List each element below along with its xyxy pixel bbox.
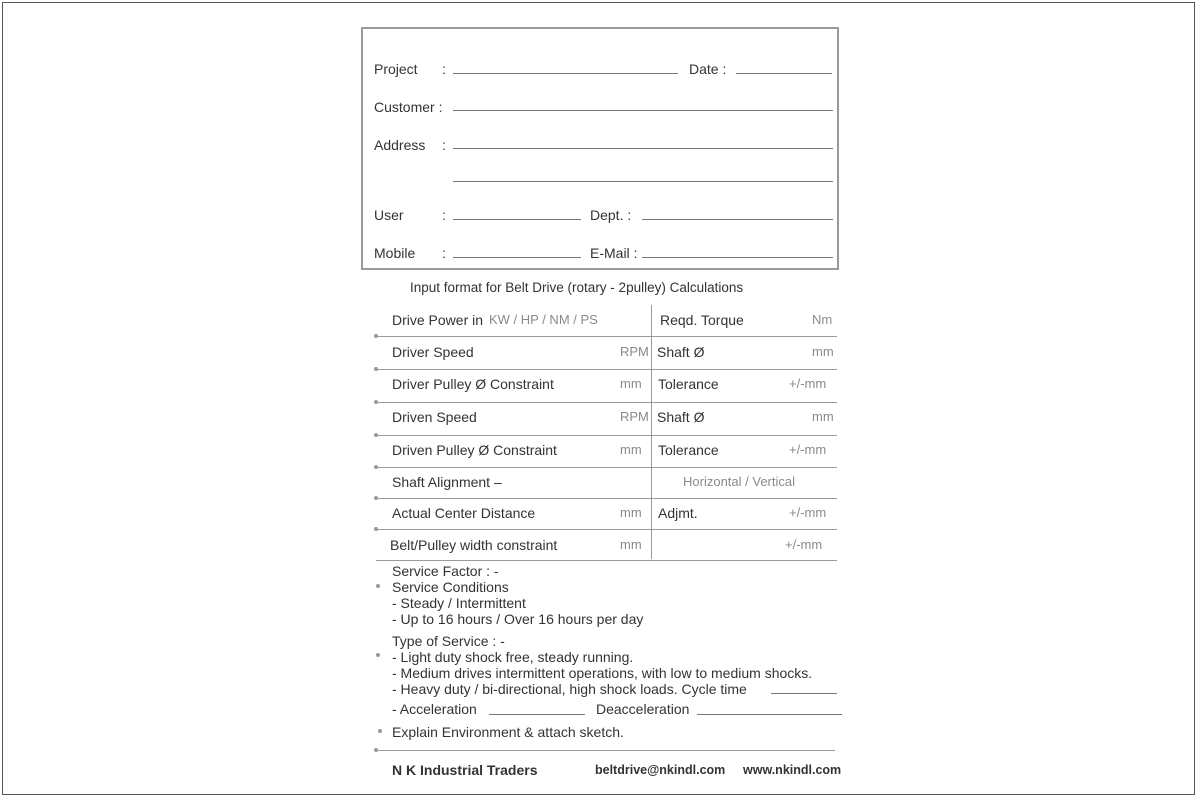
date-field[interactable] [736,73,832,74]
company-website[interactable]: www.nkindl.com [743,763,842,777]
address-field-line-2[interactable] [453,181,833,182]
list-bullet [376,653,380,657]
width-tolerance-unit: +/-mm [785,537,823,552]
service-condition-item: - Up to 16 hours / Over 16 hours per day [392,611,644,627]
reqd-torque-unit: Nm [812,312,833,327]
drive-power-units: KW / HP / NM / PS [489,312,598,327]
section-divider [376,750,835,751]
table-row-divider [376,560,837,561]
mobile-field[interactable] [453,257,581,258]
dept-field[interactable] [642,219,833,220]
table-row-divider [376,435,837,436]
row-marker [374,748,378,752]
service-conditions-heading: Service Conditions [392,579,509,595]
list-bullet [378,729,382,733]
table-row-divider [376,402,837,403]
row-marker [374,527,378,531]
table-row-divider [376,336,837,337]
driver-shaft-unit: mm [812,344,834,359]
company-email[interactable]: beltdrive@nkindl.com [595,763,726,777]
shaft-alignment-options: Horizontal / Vertical [683,474,795,489]
shaft-alignment-label: Shaft Alignment – [392,474,502,490]
customer-label: Customer : [374,99,443,115]
dept-label: Dept. : [590,207,632,223]
driver-tolerance-unit: +/-mm [789,376,827,391]
list-bullet [376,584,380,588]
date-label: Date : [689,61,727,77]
center-distance-unit: mm [620,505,642,520]
project-colon: : [442,61,446,77]
driver-shaft-label: Shaft Ø [657,344,705,360]
row-marker [374,334,378,338]
table-row-divider [376,498,837,499]
driver-pulley-label: Driver Pulley Ø Constraint [392,376,554,392]
adjustment-unit: +/-mm [789,505,827,520]
driven-tolerance-label: Tolerance [658,442,719,458]
service-type-item: - Heavy duty / bi-directional, high shock loads. Cycle time [392,681,747,697]
width-constraint-unit: mm [620,537,642,552]
reqd-torque-label: Reqd. Torque [660,312,744,328]
mobile-colon: : [442,245,446,261]
user-label: User [374,207,404,223]
service-type-item: - Light duty shock free, steady running. [392,649,634,665]
driven-tolerance-unit: +/-mm [789,442,827,457]
acceleration-field[interactable] [489,714,585,715]
driven-pulley-unit: mm [620,442,642,457]
address-label: Address [374,137,426,153]
driven-pulley-label: Driven Pulley Ø Constraint [392,442,557,458]
mobile-label: Mobile [374,245,416,261]
type-of-service-heading: Type of Service : - [392,633,505,649]
row-marker [374,367,378,371]
email-field[interactable] [642,257,833,258]
driver-pulley-unit: mm [620,376,642,391]
driven-speed-label: Driven Speed [392,409,477,425]
driver-tolerance-label: Tolerance [658,376,719,392]
table-row-divider [376,529,837,530]
acceleration-label: - Acceleration [392,701,477,717]
deacceleration-label: Deacceleration [596,701,690,717]
environment-note: Explain Environment & attach sketch. [392,724,624,740]
service-factor-heading: Service Factor : - [392,563,499,579]
deacceleration-field[interactable] [697,714,842,715]
cycle-time-field[interactable] [771,693,837,694]
company-name: N K Industrial Traders [392,762,538,778]
row-marker [374,400,378,404]
width-constraint-label: Belt/Pulley width constraint [390,537,558,553]
customer-field[interactable] [453,110,833,111]
service-condition-item: - Steady / Intermittent [392,595,526,611]
row-marker [374,465,378,469]
adjustment-label: Adjmt. [658,505,698,521]
project-label: Project [374,61,418,77]
project-field[interactable] [453,73,678,74]
row-marker [374,433,378,437]
user-field[interactable] [453,219,581,220]
driven-shaft-label: Shaft Ø [657,409,705,425]
user-colon: : [442,207,446,223]
service-type-item: - Medium drives intermittent operations, with low to medium shocks. [392,665,813,681]
address-colon: : [442,137,446,153]
drive-power-label: Drive Power in [392,312,484,328]
driver-speed-label: Driver Speed [392,344,474,360]
driver-speed-unit: RPM [620,344,649,359]
row-marker [374,496,378,500]
email-label: E-Mail : [590,245,638,261]
table-column-divider [651,305,652,559]
driven-speed-unit: RPM [620,409,649,424]
table-row-divider [376,467,837,468]
driven-shaft-unit: mm [812,409,834,424]
page-title: Input format for Belt Drive (rotary - 2pulley) Calculations [410,280,744,295]
center-distance-label: Actual Center Distance [392,505,536,521]
address-field-line-1[interactable] [453,148,833,149]
table-row-divider [376,369,837,370]
